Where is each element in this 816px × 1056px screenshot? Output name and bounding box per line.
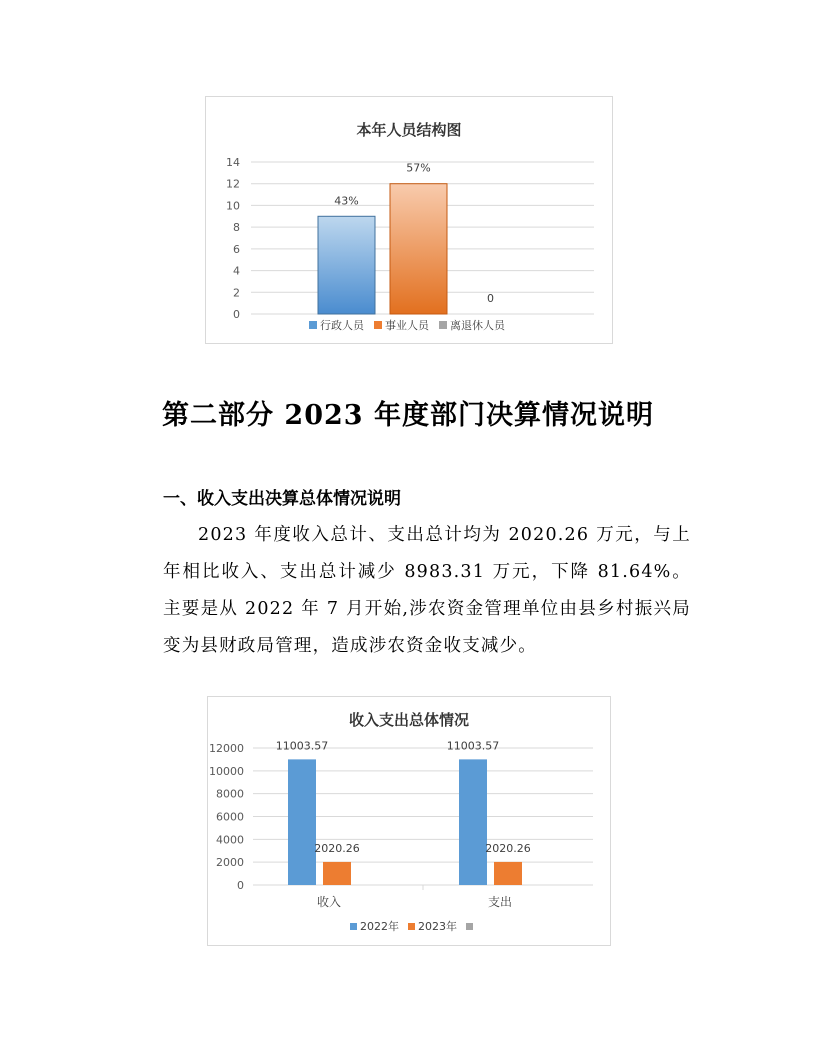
data-label: 2020.26 xyxy=(485,841,531,855)
legend-swatch xyxy=(350,923,357,930)
data-label: 0 xyxy=(487,292,494,305)
legend-swatch xyxy=(408,923,415,930)
y-tick-label: 8 xyxy=(233,221,240,235)
y-tick-label: 0 xyxy=(233,308,240,321)
legend-label: 事业人员 xyxy=(385,319,429,332)
y-tick-label: 10 xyxy=(226,199,240,213)
legend-label: 行政人员 xyxy=(320,319,364,332)
y-tick-label: 8000 xyxy=(216,787,244,801)
legend-swatch xyxy=(439,321,447,329)
legend-swatch xyxy=(374,321,382,329)
y-tick-label: 10000 xyxy=(209,764,244,778)
bar-收入-2022年 xyxy=(288,759,316,885)
legend-swatch xyxy=(309,321,317,329)
data-label: 11003.57 xyxy=(275,739,329,753)
x-category-label: 收入 xyxy=(316,895,342,909)
data-label: 2020.26 xyxy=(314,841,360,855)
section1-paragraph: 2023 年度收入总计、支出总计均为 2020.26 万元，与上年相比收入、支出总计减少 8983.31 万元，下降 81.64%。主要是从 2022 年 7 月开始,涉农资金管理单位由县乡村振兴局变为县财政局管理，造成涉农资金收支减少。 xyxy=(163,525,691,656)
y-tick-label: 6000 xyxy=(216,810,244,824)
income-expense-chart-svg xyxy=(208,697,610,945)
y-tick-label: 4 xyxy=(233,264,240,278)
y-tick-label: 14 xyxy=(226,156,240,169)
income-expense-chart xyxy=(207,696,611,946)
y-tick-label: 12 xyxy=(226,177,240,191)
y-tick-label: 0 xyxy=(237,879,244,892)
y-tick-label: 6 xyxy=(233,242,240,256)
y-tick-label: 2 xyxy=(233,286,240,300)
legend-swatch xyxy=(466,923,473,930)
chart-title: 收入支出总体情况 xyxy=(348,711,470,729)
legend-label: 2022年 xyxy=(360,920,399,933)
bar-收入-2023年 xyxy=(323,862,351,885)
section1-title: 一、收入支出决算总体情况说明 xyxy=(163,489,401,509)
x-category-label: 支出 xyxy=(487,895,513,909)
legend-label: 2023年 xyxy=(418,920,457,933)
bar-支出-2022年 xyxy=(459,759,487,885)
bar-事业人员 xyxy=(390,184,447,314)
staff-structure-chart-svg xyxy=(206,97,612,343)
bar-支出-2023年 xyxy=(494,862,522,885)
data-label: 43% xyxy=(334,194,359,208)
staff-structure-chart xyxy=(205,96,613,344)
data-label: 57% xyxy=(406,161,431,175)
section-heading: 第二部分 2023 年度部门决算情况说明 xyxy=(162,400,654,431)
y-tick-label: 12000 xyxy=(209,742,244,755)
data-label: 11003.57 xyxy=(446,739,500,753)
y-tick-label: 4000 xyxy=(216,833,244,847)
y-tick-label: 2000 xyxy=(216,856,244,870)
chart-title: 本年人员结构图 xyxy=(356,121,462,139)
legend-label: 离退休人员 xyxy=(450,319,505,332)
bar-行政人员 xyxy=(318,216,375,314)
